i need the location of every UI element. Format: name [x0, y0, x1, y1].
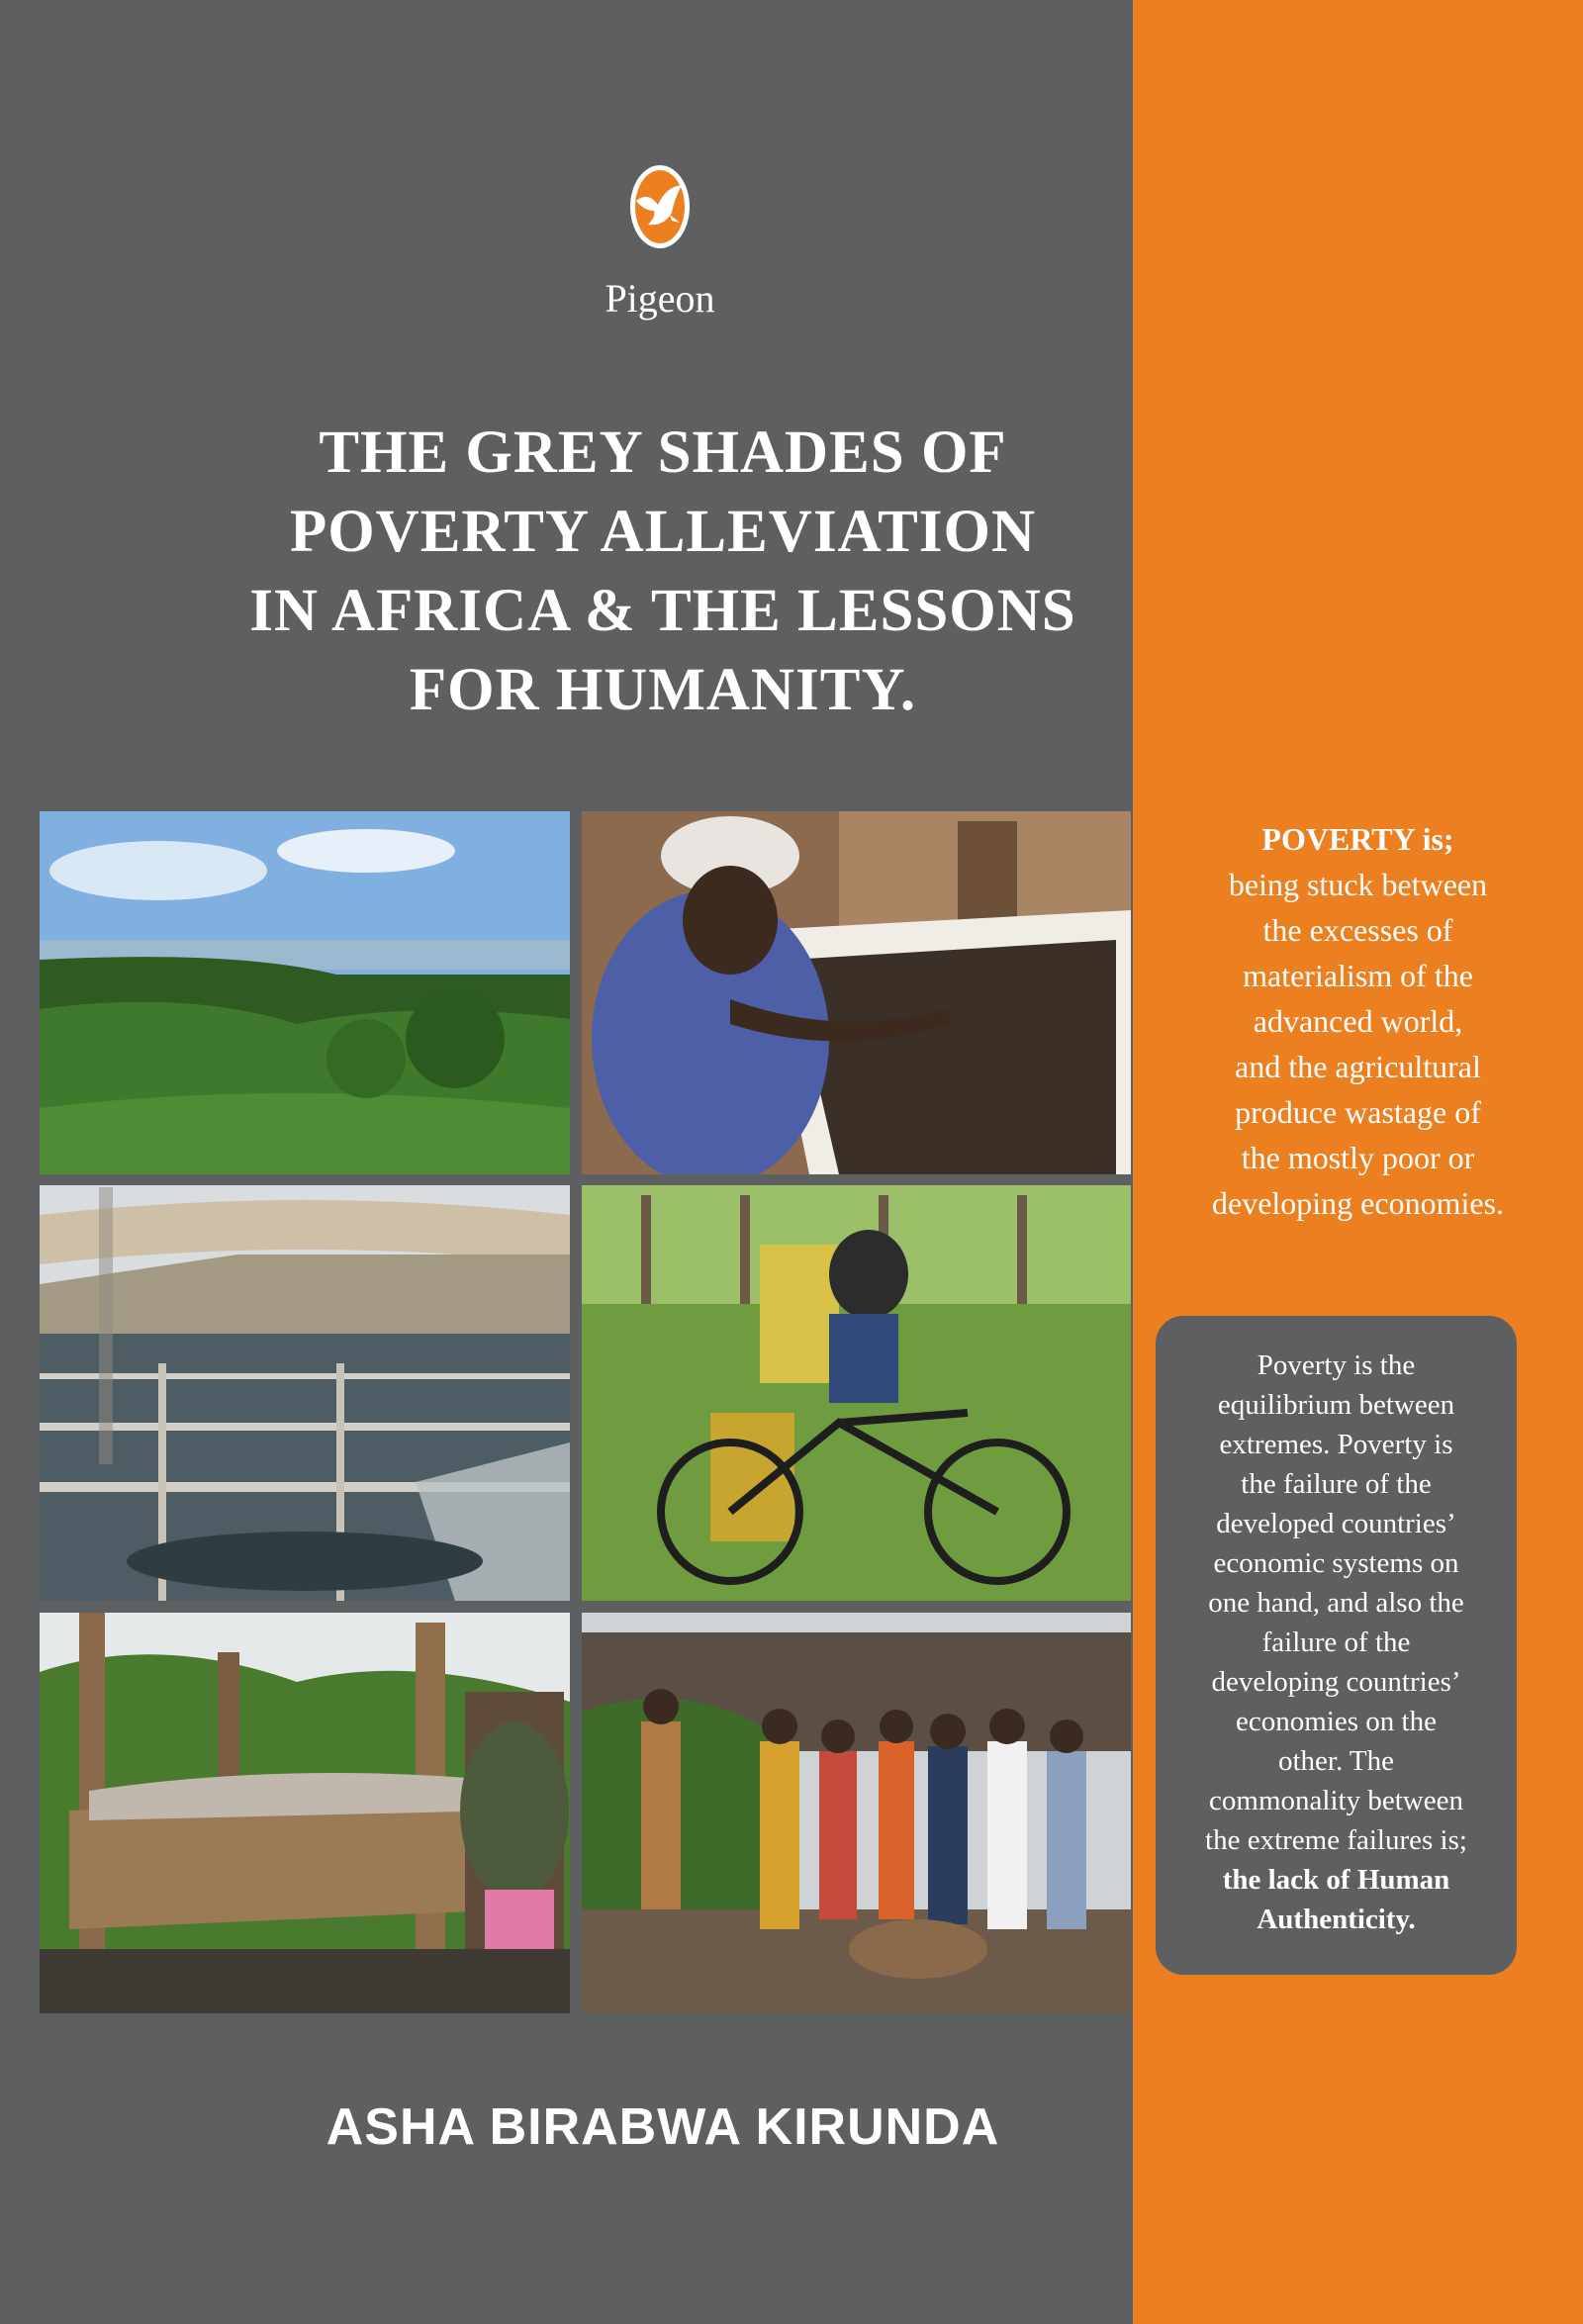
poverty-definition [1148, 816, 1568, 1226]
publisher-name: Pigeon [605, 276, 715, 321]
quote-box-line: Poverty is the [1257, 1349, 1416, 1381]
quote-box-line: the failure of the [1241, 1468, 1432, 1500]
woman-tending-nursery-bed-photo [582, 811, 1131, 1174]
poverty-definition-line: produce wastage of [1235, 1094, 1481, 1130]
quote-box-line: extremes. Poverty is [1219, 1429, 1453, 1460]
man-with-bicycle-and-jerrycans-photo [582, 1185, 1131, 1601]
quote-box-line: developing countries’ [1211, 1666, 1461, 1698]
quote-box-line: equilibrium between [1217, 1389, 1455, 1421]
quote-box-bold-line: the lack of Human [1222, 1864, 1450, 1896]
poverty-definition-line: and the agricultural [1235, 1049, 1481, 1084]
quote-box-text [1156, 1346, 1517, 1939]
group-visiting-farm-photo [582, 1613, 1131, 2013]
fish-cages-on-lake-photo [40, 1185, 570, 1601]
poverty-definition-line: materialism of the [1243, 958, 1473, 993]
quote-box-line: economic systems on [1213, 1547, 1459, 1579]
author-name: ASHA BIRABWA KIRUNDA [326, 2098, 1000, 2156]
quote-box-line: the extreme failures is; [1205, 1824, 1467, 1856]
quote-box-line: one hand, and also the [1208, 1587, 1464, 1619]
title-line: IN AFRICA & THE LESSONS [249, 578, 1076, 644]
quote-box-line: failure of the [1261, 1627, 1411, 1658]
book-title [148, 414, 1177, 730]
title-line: THE GREY SHADES OF [319, 419, 1007, 486]
poverty-definition-line: the mostly poor or [1241, 1140, 1475, 1175]
lakeside-plantation-photo [40, 811, 570, 1174]
title-line: POVERTY ALLEVIATION [289, 499, 1037, 565]
poverty-definition-line: developing economies. [1211, 1185, 1505, 1221]
pigeon-icon [614, 161, 705, 252]
poverty-definition-heading: POVERTY is; [1261, 821, 1454, 857]
title-line: FOR HUMANITY. [409, 657, 917, 723]
quote-box-line: developed countries’ [1216, 1508, 1456, 1539]
quote-box-line: economies on the [1236, 1706, 1437, 1737]
poverty-definition-line: the excesses of [1262, 912, 1453, 948]
poverty-definition-line: being stuck between [1228, 867, 1488, 902]
quote-box-bold-line: Authenticity. [1257, 1904, 1416, 1935]
wooden-beehive-structure-photo [40, 1613, 570, 2013]
quote-box-line: commonality between [1209, 1785, 1463, 1816]
quote-box-line: other. The [1277, 1745, 1395, 1777]
poverty-definition-line: advanced world, [1253, 1003, 1463, 1039]
